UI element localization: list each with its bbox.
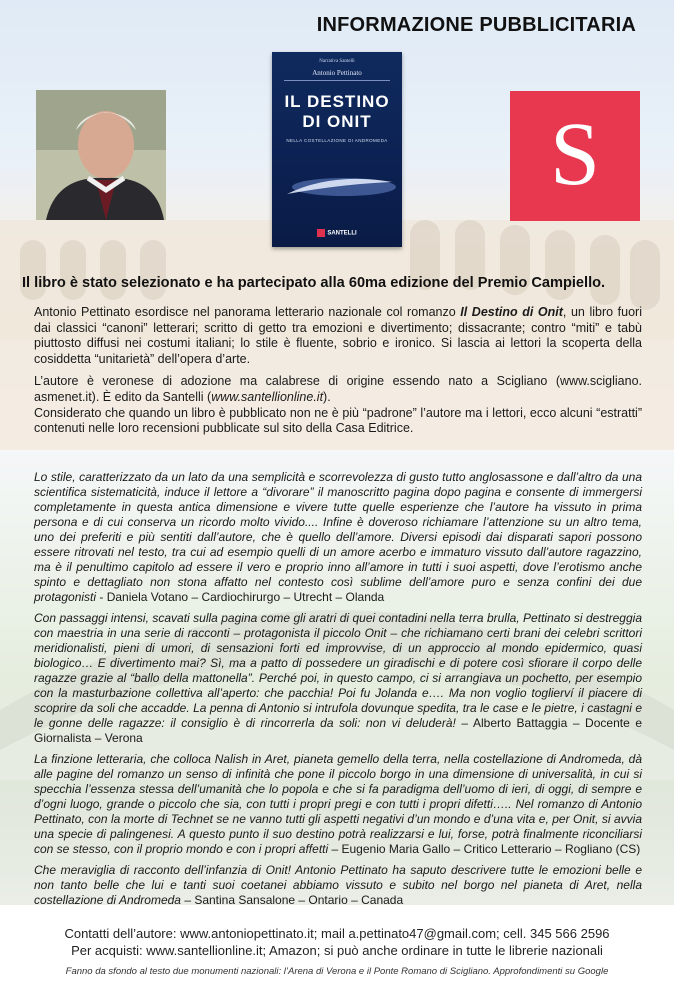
intro-p1-start: Antonio Pettinato esordisce nel panorama letterario nazionale col romanzo [34,305,461,319]
author-contacts: Contatti dell’autore: www.antoniopettinato.it; mail a.pettinato47@gmail.com; cell. 345 566 2596 [64,926,610,941]
intro-paragraph-3: Considerato che quando un libro è pubblicato non ne è più “padrone” l’autore ma i lettori, ecco alcuni “estratti” contenuti nelle loro recensioni pubblicate sul sito della Casa Editrice. [34,405,642,436]
headline: Il libro è stato selezionato e ha partecipato alla 60ma edizione del Premio Campiello. [22,275,606,291]
review-signature: – Santina Sansalone – Ontario – Canada [180,893,404,907]
review-text: Che meraviglia di racconto dell’infanzia di Onit! Antonio Pettinato ha saputo descrivere tutte le emozioni belle e non tanto belle che lui e tanti suoi coetanei abbiamo vissuto e subito nel borgo nel pianeta di Aret, nella costellazione di Andromeda [34,863,642,907]
intro-paragraph-2 [34,374,642,405]
publisher-website: www.santellionline.it [211,389,324,404]
cover-publisher [272,229,402,237]
contacts [0,925,674,959]
book-cover [272,52,402,247]
review-signature: – Eugenio Maria Gallo – Critico Letterario – Rogliano (CS) [328,842,641,856]
publisher-mark-icon [317,229,325,237]
review-text: Lo stile, caratterizzato da un lato da una semplicità e scorrevolezza di gusto tutto anglosassone e dall’altro da una scientifica sistematicità, induce il lettore a “divorare” il manoscritto pagina dopo pagina e consente di immergersi completamente in questa antica dimensione e vivere tutte quelle esperienze che l’autore ha vissuto in prima persona e di cui conserva un ricordo molto vivido.... Infine è doveroso richiamare l’attenzione su un altro tema, uno dei preferiti e più sentiti dall’autore, che è quello dell’amore. Diversi episodi dai disparati sapori possono essere ritrovati nel testo, tra cui ad esempio quelli di un amore acerbo e immaturo vissuto dall’autore ragazzino, ma è il penultimo capitolo ad essere il vero e proprio inno all’amore in tutti i suoi aspetti, dove l’erotismo anche spinto e dettagliato non stona affatto nel contesto così sublime dell’amore puro e senza confini dei due protagonisti [34,470,642,604]
cover-divider [284,80,390,81]
review-text: Con passaggi intensi, scavati sulla pagina come gli aratri di quei contadini nella terra brulla, Pettinato si destreggia con maestria in una serie di racconti – protagonista il piccolo Onit – che richiamano certi brani dei celebri scrittori meridionalisti, pieni di umori, di sensazioni forti ed improvvise, di un approccio al mondo epidermico, quasi biologico… E divertimento mai? Sì, ma a patto di possedere un giradischi e di potere così sfiorare il corpo delle ragazze grazie al “ballo della mattonella”. Perché poi, in questo campo, ci si arrangiava un pochetto, per esempio con la masturbazione collettiva all’aperto: che pacchia! Poi fu Jolanda e…. Ma non voglio toglierví il piacere di scoprire da soli che accadde. La penna di Antonio si intrufola dovunque spedita, tra le case e le pietre, i castagni e le gonne delle ragazze: il consiglio è di rincorrerla da soli: non vi deluderà! [34,611,642,730]
purchase-info: Per acquisti: www.santellionline.it; Amazon; si può anche ordinare in tutte le librerie nazionali [71,943,603,958]
review-item [34,863,642,908]
reviews-section [34,470,642,914]
review-item [34,752,642,857]
advertising-notice: INFORMAZIONE PUBBLICITARIA [316,14,636,36]
cover-author: Antonio Pettinato [312,69,362,77]
author-photo [36,90,166,220]
review-item [34,470,642,605]
book-title-mention: Il Destino di Onit [460,305,563,319]
intro-paragraph-1 [34,305,642,367]
cover-publisher-name: SANTELLI [327,230,357,237]
cover-subtitle: NELLA COSTELLAZIONE DI ANDROMEDA [286,138,388,143]
review-text: La finzione letteraria, che colloca Nalish in Aret, pianeta gemello della terra, nella costellazione di Andromeda, dà alle pagine del romanzo un senso di infinità che pone il piccolo borgo in una dimensione di universalità, in cui si specchia l’essenza stessa dell’umanità che lo popola e che si fa paradigma dell’uomo di ieri, di oggi, di sempre e d’ogni luogo, grande o piccolo che sia, con tutti i propri pregi e con tutti i propri difetti….. Nel romanzo di Antonio Pettinato, con la morte di Technet se ne vanno tutti gli aspetti negativi d’un mondo e d’una vita e, per Onit, si avvia una specie di palingenesi. A questo punto il suo destino potrà realizzarsi e lui, forse, potrà finalmente riconciliarsi con se stesso, con il proprio mondo e con i propri affetti [34,752,642,856]
review-signature: – Alberto Battaggia – Docente e Giornalista – Verona [34,716,642,745]
cover-series: Narrativa Santelli [319,59,355,64]
publisher-logo [510,91,640,221]
background-footnote: Fanno da sfondo al testo due monumenti nazionali: l’Arena di Verona e il Ponte Romano di Scigliano. Approfondimenti su Google [65,966,609,977]
publisher-logo-glyph: S [549,105,601,204]
intro-text [34,305,642,444]
intro-p2-start: L’autore è veronese di adozione ma calabrese di origine essendo nato a Scigliano (www.scigliano. asmenet.it). È edito da Santelli ( [34,374,642,404]
review-signature: - Daniela Votano – Cardiochirurgo – Utrecht – Olanda [96,590,385,604]
intro-p2-end: ). [323,389,331,404]
cover-nebula-graphic [272,162,402,212]
review-item [34,611,642,746]
intro-p1-end: , un libro fuori dai classici “canoni” letterari; scritto di getto tra emozioni e divertimento; dissacrante; contro “miti” e tabù piuttosto diffusi nei costumi italiani; lo stile è fluente, sobrio e ironico. Si lascia ai lettori la scoperta della cosiddetta “unitarietà” dell’opera d’arte. [34,305,643,366]
cover-title: IL DESTINO DI ONIT [284,92,390,131]
